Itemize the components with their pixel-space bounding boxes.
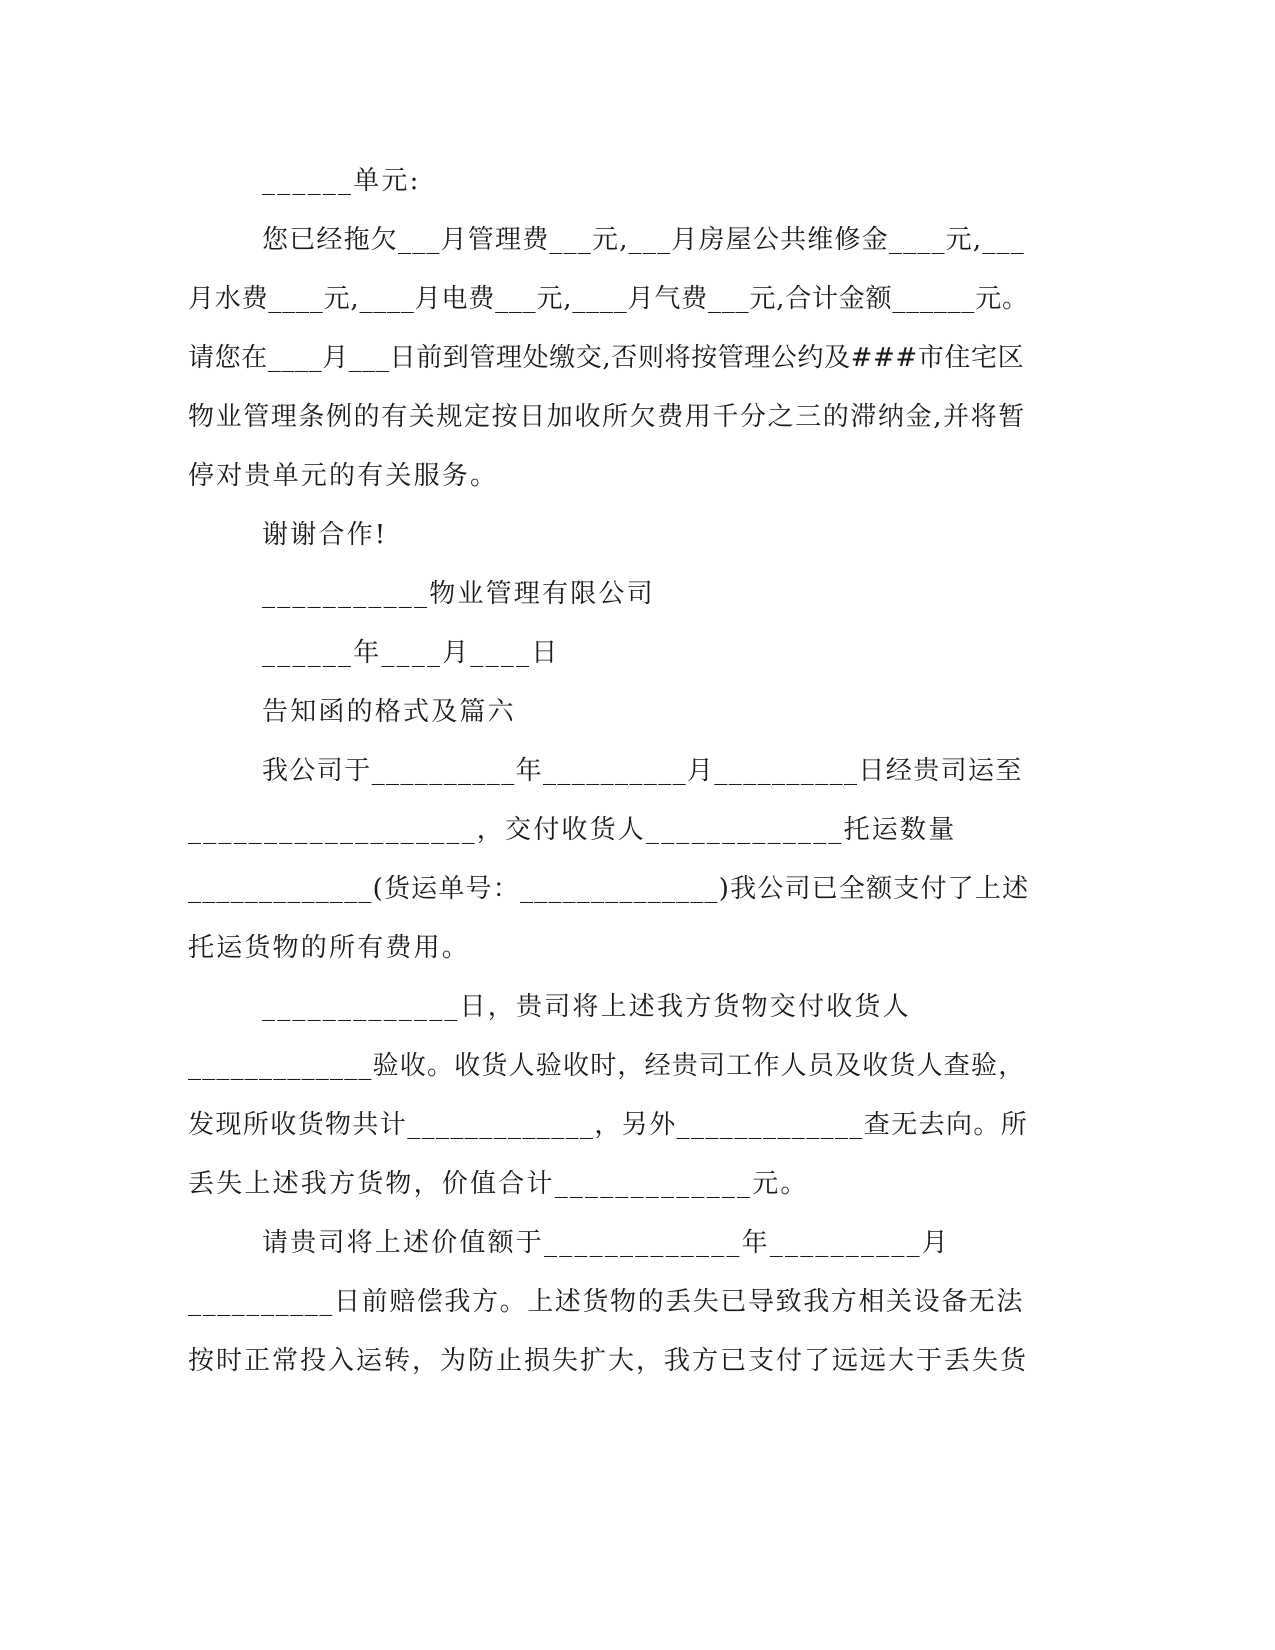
unit-line: ______单元: — [262, 166, 421, 196]
compensation-paragraph-line-1: 请贵司将上述价值额于_____________年__________月 — [262, 1228, 951, 1258]
inspection-paragraph-line-4: 丢失上述我方货物，价值合计_____________元。 — [188, 1169, 809, 1199]
inspection-paragraph-line-1: _____________日，贵司将上述我方货物交付收货人 — [262, 992, 911, 1022]
section-heading: 告知函的格式及篇六 — [262, 697, 516, 727]
company-signature-line: ___________物业管理有限公司 — [262, 579, 655, 609]
compensation-paragraph-line-3: 按时正常投入运转，为防止损失扩大，我方已支付了远远大于丢失货 — [188, 1346, 1029, 1376]
date-line: ______年____月____日 — [262, 638, 560, 668]
shipment-paragraph-line-3: _____________(货运单号：______________)我公司已全额支付了上述 — [188, 874, 1030, 904]
arrears-paragraph-line-5: 停对贵单元的有关服务。 — [188, 461, 499, 491]
shipment-paragraph-line-2: ___________________，交付收货人_____________托运数量 — [188, 815, 957, 845]
arrears-paragraph-line-4: 物业管理条例的有关规定按日加收所欠费用千分之三的滞纳金,并将暂 — [188, 402, 1026, 432]
thanks-line: 谢谢合作! — [262, 520, 388, 550]
shipment-paragraph-line-1: 我公司于__________年__________月__________日经贵司运至 — [262, 756, 1023, 786]
arrears-paragraph-line-2: 月水费____元,____月电费___元,____月气费___元,合计金额______元。 — [188, 284, 1029, 314]
arrears-paragraph-line-3: 请您在____月___日前到管理处缴交,否则将按管理公约及###市住宅区 — [188, 343, 1025, 373]
compensation-paragraph-line-2: __________日前赔偿我方。上述货物的丢失已导致我方相关设备无法 — [188, 1287, 1025, 1317]
shipment-paragraph-line-4: 托运货物的所有费用。 — [188, 933, 471, 963]
inspection-paragraph-line-3: 发现所收货物共计_____________，另外_____________查无去向。所 — [188, 1110, 1029, 1140]
arrears-paragraph-line-1: 您已经拖欠___月管理费___元,___月房屋公共维修金____元,___ — [262, 225, 1025, 255]
inspection-paragraph-line-2: _____________验收。收货人验收时，经贵司工作人员及收货人查验， — [188, 1051, 1026, 1081]
